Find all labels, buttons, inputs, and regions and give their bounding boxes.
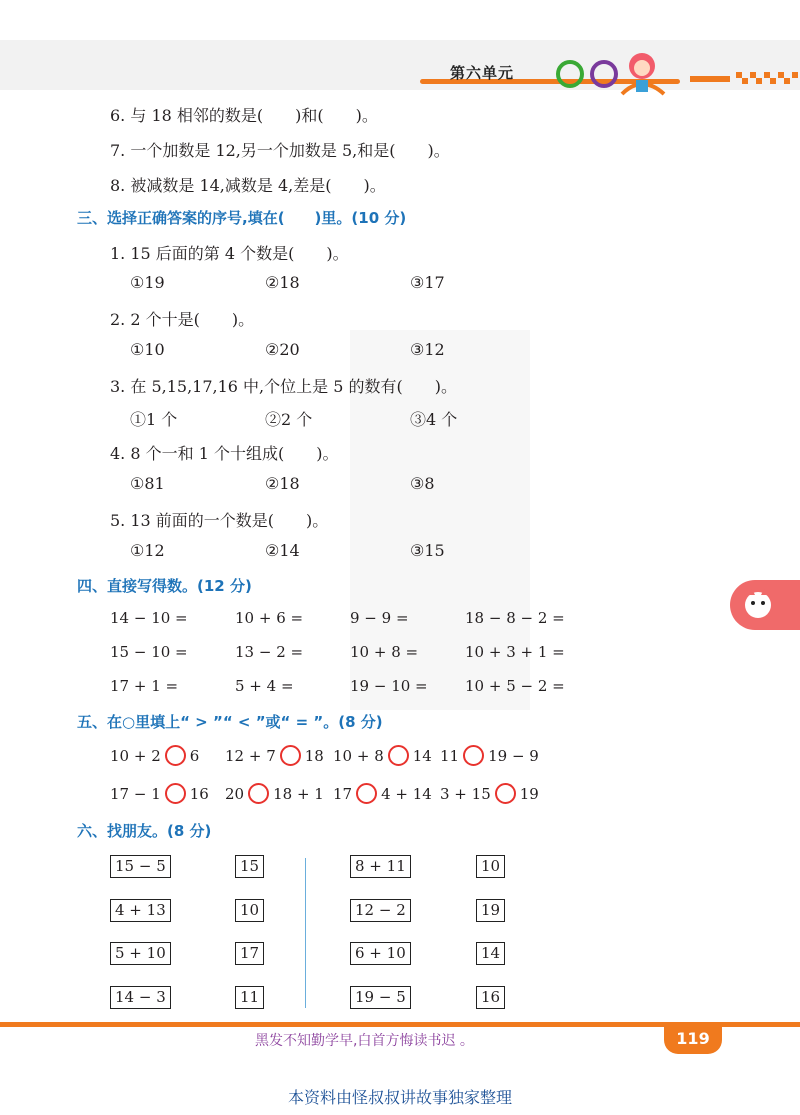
question-6: 6. 与 18 相邻的数是( )和( )。 — [110, 106, 378, 125]
choice-question-1: 1. 15 后面的第 4 个数是( )。 — [110, 244, 349, 263]
friend-expression-box[interactable]: 19 − 5 — [350, 986, 411, 1009]
equation: 15 − 10 = — [110, 643, 188, 661]
choice-option: ③15 — [410, 541, 445, 560]
compare-item: 11 19 − 9 — [440, 747, 539, 765]
friend-number-box[interactable]: 10 — [476, 855, 505, 878]
green-ring-icon — [556, 60, 584, 88]
choice-option: ①10 — [130, 340, 165, 359]
equation: 10 + 3 + 1 = — [465, 643, 565, 661]
choice-option: ②14 — [265, 541, 300, 560]
section-6-title: 六、找朋友。(8 分) — [77, 822, 212, 840]
equation: 14 − 10 = — [110, 609, 188, 627]
compare-item: 3 + 15 19 — [440, 785, 539, 803]
compare-circle[interactable] — [280, 745, 301, 766]
choice-option: ②20 — [265, 340, 300, 359]
compare-item: 20 18 + 1 — [225, 785, 324, 803]
header-band — [0, 40, 800, 90]
friend-number-box[interactable]: 19 — [476, 899, 505, 922]
compare-item: 17 − 1 16 — [110, 785, 209, 803]
friend-number-box[interactable]: 16 — [476, 986, 505, 1009]
choice-question-4: 4. 8 个一和 1 个十组成( )。 — [110, 444, 339, 463]
friend-expression-box[interactable]: 8 + 11 — [350, 855, 411, 878]
page-number: 119 — [664, 1024, 722, 1054]
choice-question-3: 3. 在 5,15,17,16 中,个位上是 5 的数有( )。 — [110, 377, 457, 396]
side-tab — [730, 580, 800, 630]
friend-number-box[interactable]: 11 — [235, 986, 264, 1009]
equation: 5 + 4 = — [235, 677, 294, 695]
section-5-title: 五、在○里填上“ > ”“ < ”或“ = ”。(8 分) — [77, 713, 383, 731]
compare-circle[interactable] — [495, 783, 516, 804]
compare-circle[interactable] — [463, 745, 484, 766]
cartoon-girl-icon — [612, 44, 672, 100]
choice-option: ①81 — [130, 474, 165, 493]
choice-option: ②18 — [265, 474, 300, 493]
friend-expression-box[interactable]: 6 + 10 — [350, 942, 411, 965]
question-8: 8. 被减数是 14,减数是 4,差是( )。 — [110, 176, 386, 195]
fox-mascot-icon — [740, 587, 776, 623]
compare-circle[interactable] — [388, 745, 409, 766]
compare-item: 10 + 8 14 — [333, 747, 432, 765]
friend-expression-box[interactable]: 14 − 3 — [110, 986, 171, 1009]
checker-pattern-icon — [690, 70, 800, 86]
choice-option: ③12 — [410, 340, 445, 359]
equation: 13 − 2 = — [235, 643, 304, 661]
compare-circle[interactable] — [165, 745, 186, 766]
choice-option: ③17 — [410, 273, 445, 292]
equation: 9 − 9 = — [350, 609, 409, 627]
friend-number-box[interactable]: 10 — [235, 899, 264, 922]
equation: 18 − 8 − 2 = — [465, 609, 565, 627]
footer-motto: 黑发不知勤学早,白首方悔读书迟 。 — [255, 1033, 474, 1049]
compare-circle[interactable] — [356, 783, 377, 804]
choice-option: ①19 — [130, 273, 165, 292]
friend-number-box[interactable]: 14 — [476, 942, 505, 965]
choice-option: ①12 — [130, 541, 165, 560]
friend-expression-box[interactable]: 4 + 13 — [110, 899, 171, 922]
equation: 10 + 5 − 2 = — [465, 677, 565, 695]
compare-item: 17 4 + 14 — [333, 785, 432, 803]
choice-option: ②18 — [265, 273, 300, 292]
credit-line: 本资料由怪叔叔讲故事独家整理 — [287, 1088, 512, 1107]
column-divider — [305, 858, 306, 1008]
equation: 19 − 10 = — [350, 677, 428, 695]
section-4-title: 四、直接写得数。(12 分) — [77, 577, 252, 595]
compare-circle[interactable] — [165, 783, 186, 804]
friend-number-box[interactable]: 17 — [235, 942, 264, 965]
friend-expression-box[interactable]: 15 − 5 — [110, 855, 171, 878]
compare-item: 12 + 7 18 — [225, 747, 324, 765]
friend-expression-box[interactable]: 12 − 2 — [350, 899, 411, 922]
equation: 10 + 6 = — [235, 609, 304, 627]
equation: 10 + 8 = — [350, 643, 419, 661]
choice-question-5: 5. 13 前面的一个数是( )。 — [110, 511, 329, 530]
compare-item: 10 + 2 6 — [110, 747, 200, 765]
unit-label: 第六单元 — [450, 64, 515, 82]
choice-option: ①1 个 — [130, 410, 178, 429]
choice-option: ③8 — [410, 474, 435, 493]
choice-option: ②2 个 — [265, 410, 313, 429]
section-3-title: 三、选择正确答案的序号,填在( )里。(10 分) — [77, 209, 407, 227]
compare-circle[interactable] — [248, 783, 269, 804]
choice-option: ③4 个 — [410, 410, 458, 429]
choice-question-2: 2. 2 个十是( )。 — [110, 310, 255, 329]
friend-number-box[interactable]: 15 — [235, 855, 264, 878]
friend-expression-box[interactable]: 5 + 10 — [110, 942, 171, 965]
question-7: 7. 一个加数是 12,另一个加数是 5,和是( )。 — [110, 141, 450, 160]
equation: 17 + 1 = — [110, 677, 179, 695]
